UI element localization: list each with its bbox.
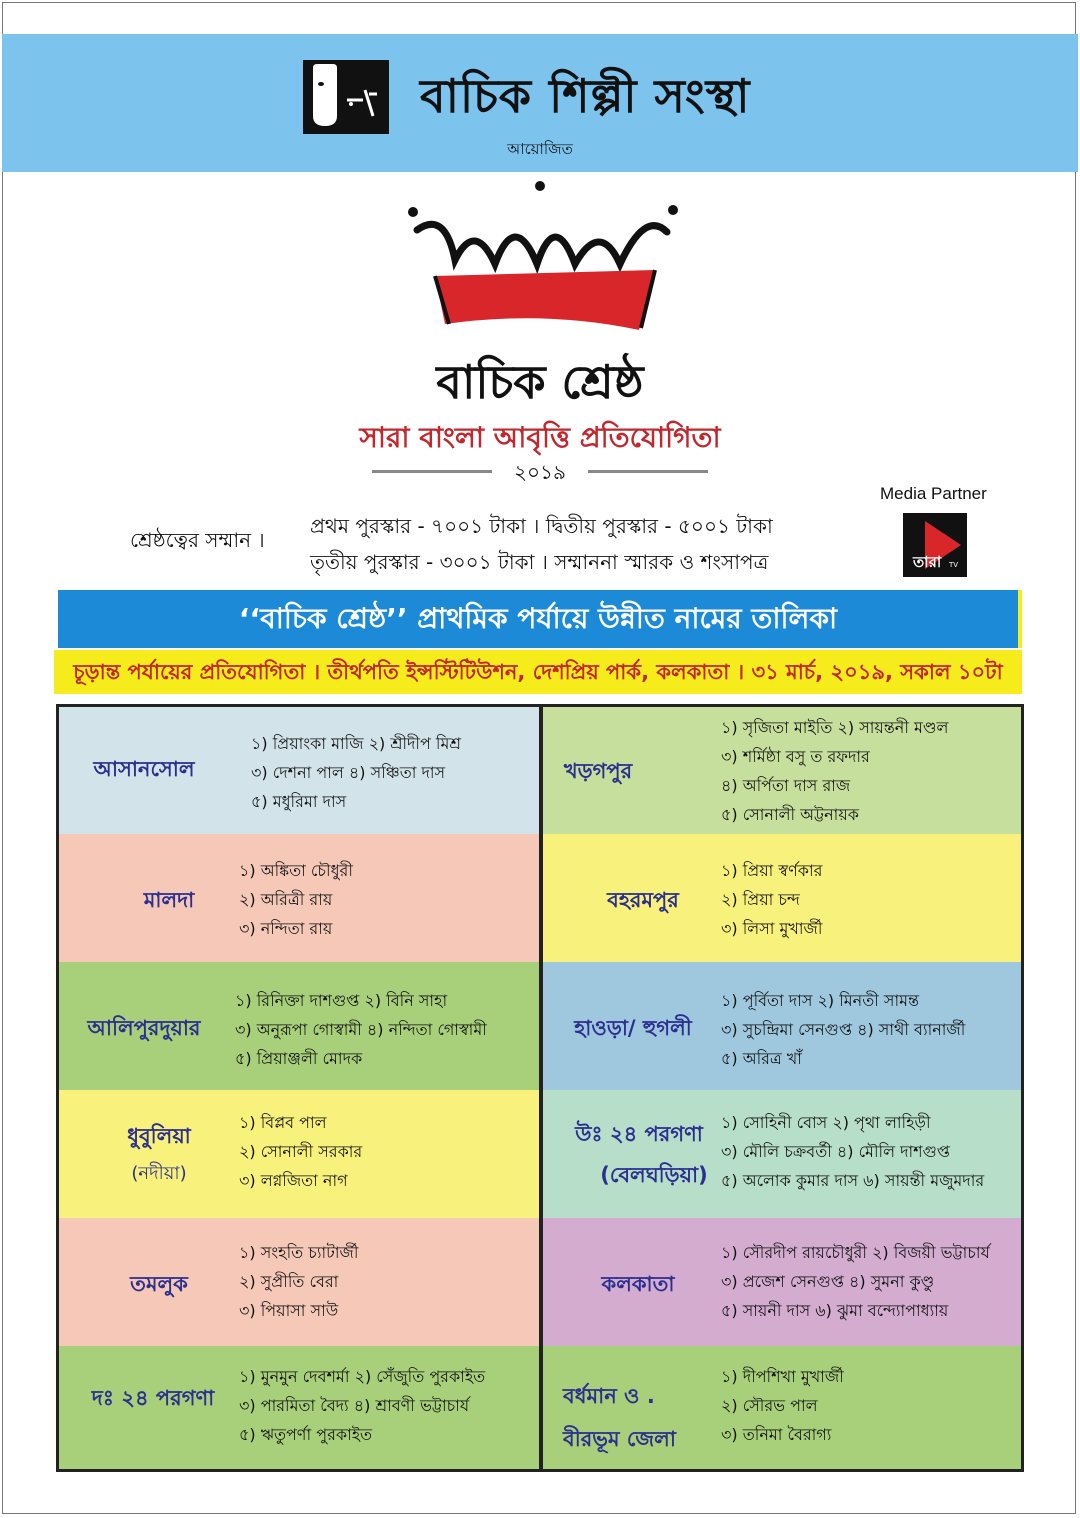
organization-name: বাচিক শিল্পী সংস্থা [420, 69, 751, 123]
region-name-line: কলকাতা [601, 1272, 675, 1296]
contestant-line: ৩) সুচন্দ্রিমা সেনগুপ্ত ৪) সাথী ব্যানার্জী [721, 1020, 966, 1039]
contestant-line: ৫) ঋতুপর্ণা পুরকাইত [239, 1425, 373, 1444]
region-name-line: (নদীয়া) [131, 1163, 187, 1184]
organization-logo [303, 60, 389, 134]
names-list [721, 713, 948, 829]
region-name-line: তমলুক [130, 1272, 188, 1296]
region-grid [56, 704, 1024, 1472]
region-name [563, 1268, 713, 1303]
region-name-line: মালদা [143, 888, 195, 912]
media-logo-text: তারা [913, 553, 942, 571]
region-cell-kolkata [543, 1218, 1021, 1346]
region-name-line: ধুবুলিয়া [127, 1124, 191, 1148]
contest-title: বাচিক শ্রেষ্ঠ [436, 355, 644, 409]
region-cell-south-24-parganas [59, 1346, 539, 1469]
contestant-line: ২) সৌরভ পাল [721, 1396, 818, 1415]
contestant-line: ৫) অরিত্র খাঁ [721, 1049, 802, 1068]
media-partner-label: Media Partner [880, 484, 987, 503]
region-name-line: খড়গপুর [563, 759, 633, 783]
names-list [239, 856, 353, 943]
region-name [573, 884, 713, 919]
contestant-line: ১) বিপ্লব পাল [239, 1113, 327, 1132]
region-name [89, 1120, 229, 1190]
grid-center-divider [539, 707, 543, 1469]
contestant-line: ১) পূর্বিতা দাস ২) মিনতী সামন্ত [721, 991, 920, 1010]
contestant-line: ৩) নন্দিতা রায় [239, 919, 333, 938]
contestant-line: ১) সৌরদীপ রায়চৌধুরী ২) বিজয়ী ভট্টাচার্য [721, 1243, 990, 1262]
names-list [721, 1238, 990, 1325]
region-name-line: উঃ ২৪ পরগণা [575, 1122, 703, 1146]
contestant-line: ৩) লগ্নজিতা নাগ [239, 1171, 348, 1190]
contestant-line: ১) প্রিয়াংকা মাজি ২) শ্রীদীপ মিশ্র [251, 734, 462, 753]
region-name [73, 753, 215, 788]
region-name [543, 755, 653, 790]
contestant-line: ৩) প্রজেশ সেনগুপ্ত ৪) সুমনা কুণ্ডু [721, 1272, 935, 1291]
region-cell-howrah-hooghly [543, 962, 1021, 1090]
contestant-line: ১) রিনিক্তা দাশগুপ্ত ২) বিনি সাহা [235, 991, 448, 1010]
region-name-line: বহরমপুর [607, 888, 679, 912]
prize-line-1: প্রথম পুরস্কার - ৭০০১ টাকা । দ্বিতীয় পুরস্কার - ৫০০১ টাকা [310, 514, 773, 538]
media-partner-logo [903, 513, 967, 577]
region-name [99, 884, 239, 919]
region-cell-malda [59, 834, 539, 962]
region-cell-asansol [59, 707, 539, 834]
region-cell-north-24-parganas [543, 1090, 1021, 1218]
year-row [372, 458, 708, 488]
region-name [563, 1380, 693, 1458]
contestant-line: ১) দীপশিখা মুখার্জী [721, 1367, 844, 1386]
names-list [239, 1108, 362, 1195]
contestant-line: ২) অরিত্রী রায় [239, 890, 333, 909]
names-list [721, 856, 822, 943]
contestant-line: ১) অঙ্কিতা চৌধুরী [239, 861, 353, 880]
region-cell-baharampur [543, 834, 1021, 962]
list-banner-edge [1018, 590, 1022, 648]
contestant-line: ৪) অর্পিতা দাস রাজ [721, 776, 851, 795]
contest-year: ২০১৯ [514, 460, 566, 484]
crown-logo [405, 180, 685, 350]
region-name-line: আলিপুরদুয়ার [87, 1016, 201, 1040]
list-title-banner: ‘‘বাচিক শ্রেষ্ঠ’’ প্রাথমিক পর্যায়ে উন্নীত নামের তালিকা [58, 590, 1018, 648]
region-cell-kharagpur [543, 707, 1021, 834]
region-cell-tamluk [59, 1218, 539, 1346]
contestant-line: ১) সৃজিতা মাইতি ২) সায়ন্তনী মণ্ডল [721, 718, 949, 737]
names-list [721, 1108, 984, 1195]
contestant-line: ৩) লিসা মুখার্জী [721, 919, 823, 938]
region-name-line: বীরভূম জেলা [563, 1427, 676, 1451]
region-cell-dhubulia [59, 1090, 539, 1218]
contestant-line: ১) প্রিয়া স্বর্ণকার [721, 861, 823, 880]
names-list [251, 729, 461, 816]
contestant-line: ৩) পিয়াসা সাউ [239, 1301, 339, 1320]
contestant-line: ৫) সায়নী দাস ৬) ঝুমা বন্দ্যোপাধ্যায় [721, 1301, 949, 1320]
contestant-line: ৩) পারমিতা বৈদ্য ৪) শ্রাবণী ভট্টাচার্য [239, 1396, 470, 1415]
contestant-line: ৫) প্রিয়াঞ্জলী মোদক [235, 1049, 363, 1068]
contestant-line: ২) সোনালী সরকার [239, 1142, 363, 1161]
contestant-line: ১) সোহিনী বোস ২) পৃথা লাহিড়ী [721, 1113, 931, 1132]
names-list [239, 1238, 358, 1325]
contest-subtitle: সারা বাংলা আবৃত্তি প্রতিযোগিতা [359, 421, 721, 454]
contestant-line: ৩) শর্মিষ্ঠা বসু ত রফদার [721, 747, 870, 766]
media-logo-sub: TV [949, 561, 959, 569]
region-name [89, 1268, 229, 1303]
contestant-line: ৩) দেশনা পাল ৪) সঞ্চিতা দাস [251, 763, 446, 782]
contestant-line: ২) সুপ্রীতি বেরা [239, 1272, 339, 1291]
names-list [721, 1362, 844, 1449]
contestant-line: ৫) সোনালী অট্টনায়ক [721, 805, 859, 824]
contestant-line: ১) সংহতি চ্যাটার্জী [239, 1243, 359, 1262]
contestant-line: ৩) অনুরূপা গোস্বামী ৪) নন্দিতা গোস্বামী [235, 1020, 487, 1039]
contestant-line: ৫) মধুরিমা দাস [251, 792, 347, 811]
names-list [721, 986, 965, 1073]
contestant-line: ৩) মৌলি চক্রবর্তী ৪) মৌলি দাশগুপ্ত [721, 1142, 950, 1161]
prize-line-2: তৃতীয় পুরস্কার - ৩০০১ টাকা । সম্মাননা স্মারক ও শংসাপত্র [310, 550, 769, 574]
names-list [239, 1362, 485, 1449]
region-name-line: আসানসোল [93, 757, 195, 781]
contestant-line: ৫) অলোক কুমার দাস ৬) সায়ন্তী মজুমদার [721, 1171, 985, 1190]
names-list [235, 986, 487, 1073]
region-name [73, 1382, 233, 1417]
region-cell-alipurduar [59, 962, 539, 1090]
region-name [69, 1012, 219, 1047]
region-name-line: দঃ ২৪ পরগণা [91, 1386, 215, 1410]
contestant-line: ১) মুনমুন দেবশর্মা ২) সেঁজুতি পুরকাইত [239, 1367, 486, 1386]
region-name [553, 1012, 713, 1047]
final-round-banner: চূড়ান্ত পর্যায়ের প্রতিযোগিতা । তীর্থপতি ইন্সস্টিটিউশন, দেশপ্রিয় পার্ক, কলকাতা । ৩১ মার্চ, ২০১৯, সকাল ১০টা [54, 650, 1022, 694]
contestant-line: ২) প্রিয়া চন্দ [721, 890, 800, 909]
region-name-line: হাওড়া/ হুগলী [574, 1016, 692, 1040]
region-name [553, 1118, 725, 1194]
contestant-line: ৩) তনিমা বৈরাগ্য [721, 1425, 832, 1444]
region-cell-bardhaman-birbhum [543, 1346, 1021, 1469]
honor-label: শ্রেষ্ঠত্বের সম্মান । [130, 528, 265, 552]
region-name-line: বর্ধমান ও . [563, 1384, 655, 1408]
organized-by-label: আয়োজিত [507, 140, 573, 158]
region-name-line: (বেলঘড়িয়া) [600, 1163, 708, 1187]
